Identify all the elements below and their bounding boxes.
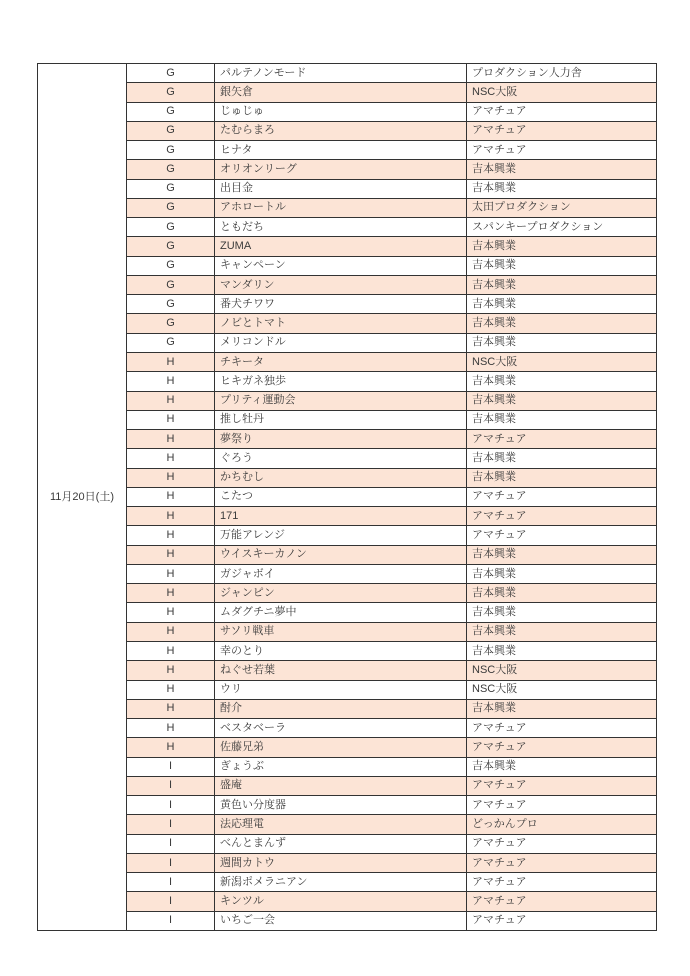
- block-cell: H: [127, 526, 215, 545]
- agency-cell: どっかんプロ: [467, 815, 657, 834]
- table-row: [38, 64, 657, 83]
- table-row: [38, 352, 657, 371]
- block-cell: I: [127, 796, 215, 815]
- table-row: [38, 487, 657, 506]
- name-cell: 法応理電: [215, 815, 467, 834]
- agency-cell: アマチュア: [467, 507, 657, 526]
- table-row: [38, 834, 657, 853]
- name-cell: かちむし: [215, 468, 467, 487]
- agency-cell: アマチュア: [467, 853, 657, 872]
- agency-cell: 吉本興業: [467, 314, 657, 333]
- table-row: [38, 507, 657, 526]
- block-cell: H: [127, 622, 215, 641]
- block-cell: G: [127, 314, 215, 333]
- agency-cell: アマチュア: [467, 892, 657, 911]
- name-cell: アホロートル: [215, 198, 467, 217]
- table-row: [38, 873, 657, 892]
- agency-cell: 吉本興業: [467, 295, 657, 314]
- agency-cell: アマチュア: [467, 738, 657, 757]
- table-row: [38, 526, 657, 545]
- name-cell: ヒキガネ独歩: [215, 372, 467, 391]
- block-cell: H: [127, 449, 215, 468]
- agency-cell: NSC大阪: [467, 680, 657, 699]
- table-row: [38, 372, 657, 391]
- name-cell: 銀矢倉: [215, 83, 467, 102]
- agency-cell: 吉本興業: [467, 603, 657, 622]
- agency-cell: 吉本興業: [467, 449, 657, 468]
- table-row: [38, 719, 657, 738]
- agency-cell: アマチュア: [467, 526, 657, 545]
- agency-cell: 吉本興業: [467, 545, 657, 564]
- table-row: [38, 545, 657, 564]
- table-row: [38, 333, 657, 352]
- name-cell: 夢祭り: [215, 430, 467, 449]
- table-row: [38, 141, 657, 160]
- table-row: [38, 121, 657, 140]
- block-cell: H: [127, 584, 215, 603]
- name-cell: オリオンリーグ: [215, 160, 467, 179]
- table-row: [38, 757, 657, 776]
- table-row: [38, 680, 657, 699]
- table-row: [38, 218, 657, 237]
- agency-cell: 吉本興業: [467, 333, 657, 352]
- table-row: [38, 295, 657, 314]
- name-cell: ベスタベーラ: [215, 719, 467, 738]
- table-row: [38, 853, 657, 872]
- block-cell: H: [127, 372, 215, 391]
- date-cell: 11月20日(土): [38, 64, 127, 931]
- block-cell: G: [127, 64, 215, 83]
- schedule-table: [37, 63, 657, 931]
- block-cell: G: [127, 198, 215, 217]
- block-cell: G: [127, 218, 215, 237]
- name-cell: たむらまろ: [215, 121, 467, 140]
- agency-cell: アマチュア: [467, 911, 657, 930]
- table-row: [38, 796, 657, 815]
- table-row: [38, 564, 657, 583]
- name-cell: 出目金: [215, 179, 467, 198]
- block-cell: H: [127, 391, 215, 410]
- agency-cell: 吉本興業: [467, 391, 657, 410]
- table-row: [38, 584, 657, 603]
- table-row: [38, 815, 657, 834]
- agency-cell: 吉本興業: [467, 372, 657, 391]
- agency-cell: アマチュア: [467, 487, 657, 506]
- name-cell: 171: [215, 507, 467, 526]
- name-cell: 黄色い分度器: [215, 796, 467, 815]
- table-row: [38, 776, 657, 795]
- block-cell: G: [127, 102, 215, 121]
- block-cell: H: [127, 352, 215, 371]
- block-cell: H: [127, 545, 215, 564]
- table-row: [38, 911, 657, 930]
- name-cell: マンダリン: [215, 275, 467, 294]
- name-cell: プリティ運動会: [215, 391, 467, 410]
- agency-cell: アマチュア: [467, 796, 657, 815]
- name-cell: 盛庵: [215, 776, 467, 795]
- table-row: [38, 256, 657, 275]
- table-row: [38, 738, 657, 757]
- name-cell: ねぐせ若葉: [215, 661, 467, 680]
- name-cell: ノビとトマト: [215, 314, 467, 333]
- name-cell: 推し牡丹: [215, 410, 467, 429]
- name-cell: ウイスキーカノン: [215, 545, 467, 564]
- name-cell: ムダグチニ夢中: [215, 603, 467, 622]
- agency-cell: 吉本興業: [467, 160, 657, 179]
- agency-cell: 吉本興業: [467, 179, 657, 198]
- agency-cell: アマチュア: [467, 719, 657, 738]
- name-cell: 週間カトウ: [215, 853, 467, 872]
- table-row: [38, 641, 657, 660]
- name-cell: ぎょうぶ: [215, 757, 467, 776]
- name-cell: パルテノンモード: [215, 64, 467, 83]
- block-cell: H: [127, 680, 215, 699]
- agency-cell: 吉本興業: [467, 757, 657, 776]
- agency-cell: プロダクション人力舎: [467, 64, 657, 83]
- block-cell: H: [127, 410, 215, 429]
- block-cell: H: [127, 738, 215, 757]
- block-cell: I: [127, 892, 215, 911]
- block-cell: I: [127, 776, 215, 795]
- block-cell: G: [127, 275, 215, 294]
- name-cell: ぐろう: [215, 449, 467, 468]
- agency-cell: アマチュア: [467, 834, 657, 853]
- agency-cell: スパンキープロダクション: [467, 218, 657, 237]
- table-row: [38, 603, 657, 622]
- name-cell: 万能アレンジ: [215, 526, 467, 545]
- table-row: [38, 449, 657, 468]
- agency-cell: 吉本興業: [467, 699, 657, 718]
- block-cell: H: [127, 699, 215, 718]
- table-row: [38, 314, 657, 333]
- name-cell: サソリ戦車: [215, 622, 467, 641]
- block-cell: G: [127, 179, 215, 198]
- agency-cell: 吉本興業: [467, 584, 657, 603]
- name-cell: 酎介: [215, 699, 467, 718]
- block-cell: H: [127, 719, 215, 738]
- table-row: [38, 275, 657, 294]
- name-cell: 新潟ポメラニアン: [215, 873, 467, 892]
- agency-cell: NSC大阪: [467, 83, 657, 102]
- table-row: [38, 83, 657, 102]
- block-cell: H: [127, 507, 215, 526]
- table-row: [38, 198, 657, 217]
- block-cell: I: [127, 757, 215, 776]
- table-row: [38, 160, 657, 179]
- agency-cell: アマチュア: [467, 121, 657, 140]
- block-cell: I: [127, 853, 215, 872]
- agency-cell: 吉本興業: [467, 256, 657, 275]
- block-cell: I: [127, 834, 215, 853]
- name-cell: キャンペーン: [215, 256, 467, 275]
- name-cell: じゅじゅ: [215, 102, 467, 121]
- agency-cell: NSC大阪: [467, 352, 657, 371]
- table-row: [38, 661, 657, 680]
- schedule-table-body: [38, 64, 657, 931]
- name-cell: メリコンドル: [215, 333, 467, 352]
- name-cell: チキータ: [215, 352, 467, 371]
- block-cell: H: [127, 487, 215, 506]
- name-cell: ヒナタ: [215, 141, 467, 160]
- agency-cell: 太田プロダクション: [467, 198, 657, 217]
- table-row: [38, 237, 657, 256]
- name-cell: ともだち: [215, 218, 467, 237]
- agency-cell: 吉本興業: [467, 468, 657, 487]
- block-cell: G: [127, 160, 215, 179]
- agency-cell: 吉本興業: [467, 641, 657, 660]
- agency-cell: 吉本興業: [467, 622, 657, 641]
- table-row: [38, 179, 657, 198]
- block-cell: G: [127, 141, 215, 160]
- block-cell: H: [127, 661, 215, 680]
- block-cell: I: [127, 911, 215, 930]
- name-cell: キンツル: [215, 892, 467, 911]
- block-cell: H: [127, 641, 215, 660]
- name-cell: べんとまんず: [215, 834, 467, 853]
- block-cell: G: [127, 121, 215, 140]
- name-cell: 幸のとり: [215, 641, 467, 660]
- block-cell: G: [127, 295, 215, 314]
- agency-cell: NSC大阪: [467, 661, 657, 680]
- block-cell: G: [127, 256, 215, 275]
- agency-cell: アマチュア: [467, 102, 657, 121]
- name-cell: 番犬チワワ: [215, 295, 467, 314]
- name-cell: こたつ: [215, 487, 467, 506]
- block-cell: G: [127, 83, 215, 102]
- table-row: [38, 468, 657, 487]
- agency-cell: アマチュア: [467, 430, 657, 449]
- block-cell: H: [127, 430, 215, 449]
- table-row: [38, 622, 657, 641]
- table-row: [38, 102, 657, 121]
- agency-cell: アマチュア: [467, 141, 657, 160]
- table-row: [38, 391, 657, 410]
- name-cell: ZUMA: [215, 237, 467, 256]
- agency-cell: アマチュア: [467, 776, 657, 795]
- block-cell: H: [127, 564, 215, 583]
- name-cell: 佐藤兄弟: [215, 738, 467, 757]
- name-cell: ジャンピン: [215, 584, 467, 603]
- table-row: [38, 892, 657, 911]
- agency-cell: 吉本興業: [467, 237, 657, 256]
- agency-cell: 吉本興業: [467, 275, 657, 294]
- agency-cell: 吉本興業: [467, 564, 657, 583]
- block-cell: H: [127, 468, 215, 487]
- name-cell: ガジャボイ: [215, 564, 467, 583]
- table-row: [38, 699, 657, 718]
- name-cell: ウリ: [215, 680, 467, 699]
- block-cell: H: [127, 603, 215, 622]
- block-cell: I: [127, 873, 215, 892]
- agency-cell: 吉本興業: [467, 410, 657, 429]
- table-row: [38, 430, 657, 449]
- agency-cell: アマチュア: [467, 873, 657, 892]
- block-cell: G: [127, 333, 215, 352]
- block-cell: G: [127, 237, 215, 256]
- block-cell: I: [127, 815, 215, 834]
- name-cell: いちご一会: [215, 911, 467, 930]
- table-row: [38, 410, 657, 429]
